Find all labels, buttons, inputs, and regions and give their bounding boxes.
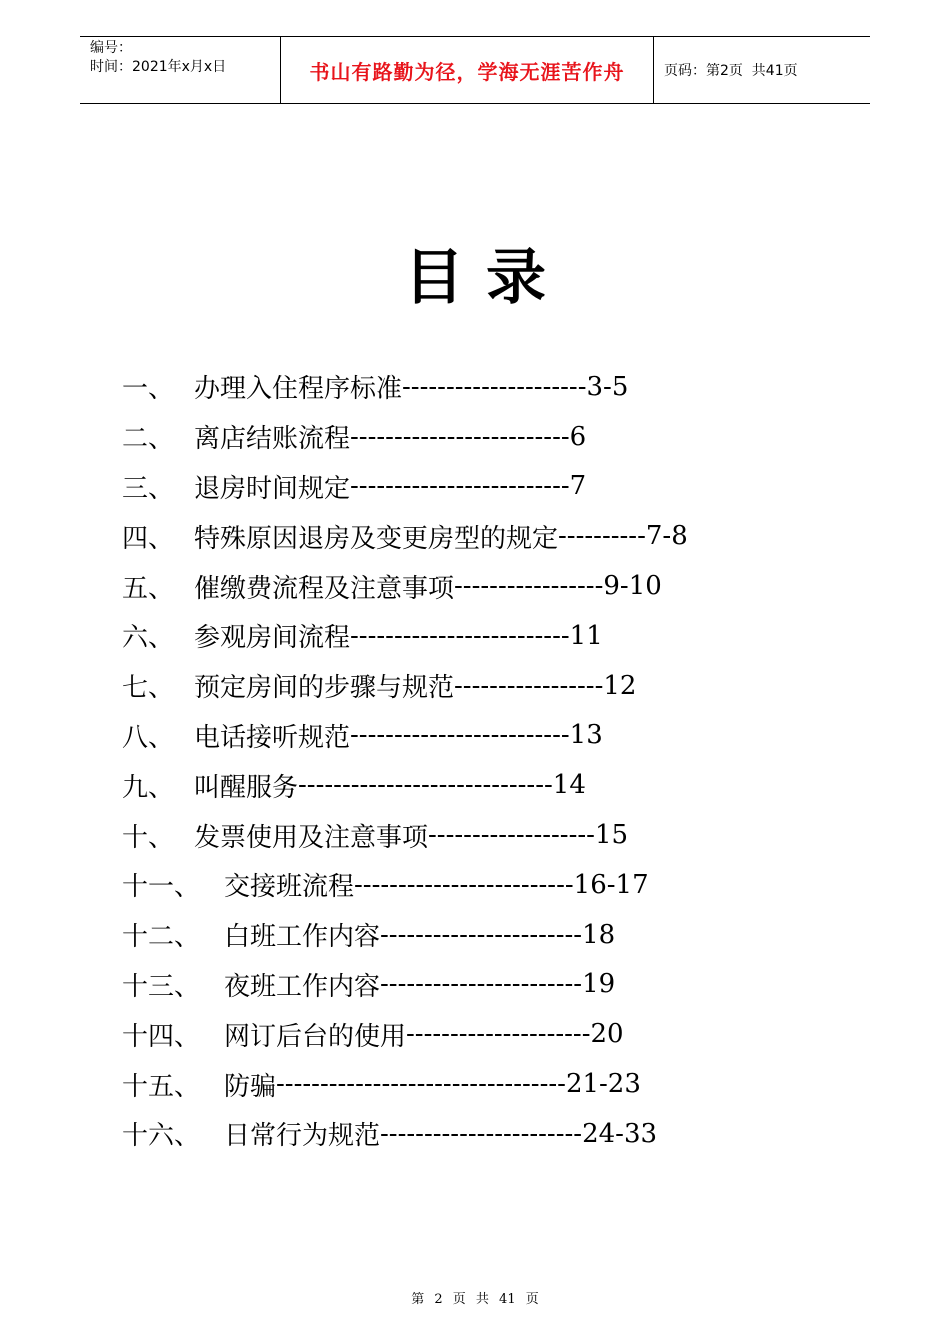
toc-row[interactable] <box>122 412 842 462</box>
toc-title: 防骗 <box>224 1071 277 1102</box>
toc-number: 十、 <box>122 822 175 853</box>
toc-row[interactable] <box>122 362 842 412</box>
toc-leader: ------------------------- <box>354 869 574 900</box>
toc-number: 五、 <box>122 573 175 604</box>
toc-row[interactable] <box>122 462 842 512</box>
toc-number: 九、 <box>122 772 175 803</box>
toc-row[interactable] <box>122 910 842 960</box>
toc-row[interactable] <box>122 511 842 561</box>
toc-page: 11 <box>569 620 603 651</box>
toc-title: 特殊原因退房及变更房型的规定 <box>194 523 559 554</box>
toc-leader: ----------------------- <box>380 969 583 1000</box>
toc-leader: --------------------------------- <box>276 1069 566 1100</box>
toc-title: 交接班流程 <box>224 872 355 903</box>
toc-number: 十六、 <box>122 1121 201 1152</box>
toc-title: 办理入住程序标准 <box>194 374 403 405</box>
toc-title: 预定房间的步骤与规范 <box>194 673 455 704</box>
toc-page: 12 <box>603 670 637 701</box>
page-header <box>80 36 870 104</box>
document-date-label: 时间：2021年x月x日 <box>90 59 227 75</box>
toc-page: 16-17 <box>573 869 649 900</box>
toc-leader: ----------------------- <box>380 1118 583 1149</box>
toc-leader: ------------------------- <box>350 720 570 751</box>
header-meta <box>80 37 281 103</box>
toc-leader: ------------------- <box>428 820 595 851</box>
toc-leader: ----------------------- <box>380 919 583 950</box>
toc-title: 白班工作内容 <box>224 922 381 953</box>
toc-leader: ------------------------- <box>350 620 570 651</box>
toc-number: 三、 <box>122 473 175 504</box>
header-motto: 书山有路勤为径，学海无涯苦作舟 <box>281 37 654 103</box>
toc-page: 7 <box>569 471 587 502</box>
toc-title: 电话接听规范 <box>194 722 351 753</box>
toc-leader: --------------------- <box>402 371 587 402</box>
toc-page: 21-23 <box>565 1069 641 1100</box>
header-page-info-text: 页码：第2页 共41页 <box>664 63 798 79</box>
toc-row[interactable] <box>122 661 842 711</box>
toc-number: 十二、 <box>122 922 201 953</box>
toc-page: 19 <box>582 969 616 1000</box>
toc-title: 发票使用及注意事项 <box>194 822 429 853</box>
header-page-info <box>654 37 870 103</box>
toc-page: 14 <box>552 770 586 801</box>
toc-title: 日常行为规范 <box>224 1121 381 1152</box>
toc-page: 7-8 <box>645 521 688 552</box>
toc-page: 13 <box>569 720 603 751</box>
toc-row[interactable] <box>122 760 842 810</box>
toc-page: 15 <box>594 820 629 851</box>
toc-title: 夜班工作内容 <box>224 971 381 1002</box>
page-footer: 第 2 页 共 41 页 <box>411 1292 539 1307</box>
toc-number: 十五、 <box>122 1071 201 1102</box>
toc-number: 六、 <box>122 623 175 654</box>
toc-row[interactable] <box>122 711 842 761</box>
toc-leader: ---------- <box>558 521 646 552</box>
toc-number: 二、 <box>122 424 175 455</box>
toc-page: 24-33 <box>582 1118 658 1149</box>
toc-page: 6 <box>569 421 587 452</box>
toc-title: 催缴费流程及注意事项 <box>194 573 455 604</box>
toc-number: 七、 <box>122 673 175 704</box>
toc-title: 退房时间规定 <box>194 473 351 504</box>
toc-leader: --------------------- <box>406 1019 591 1050</box>
toc-page: 20 <box>590 1019 624 1050</box>
toc-number: 八、 <box>122 722 175 753</box>
toc-number: 十四、 <box>122 1021 201 1052</box>
document-number-label: 编号： <box>90 40 132 56</box>
toc-leader: ----------------- <box>454 670 604 701</box>
toc-row[interactable] <box>122 611 842 661</box>
toc-leader: ----------------- <box>454 571 604 602</box>
toc-number: 十三、 <box>122 971 201 1002</box>
toc-number: 四、 <box>122 523 175 554</box>
toc-page: 9-10 <box>603 571 662 602</box>
toc-row[interactable] <box>122 960 842 1010</box>
toc-page: 18 <box>582 919 616 950</box>
toc-leader: ------------------------- <box>350 471 570 502</box>
table-of-contents <box>122 362 842 1159</box>
toc-row[interactable] <box>122 1009 842 1059</box>
toc-row[interactable] <box>122 810 842 860</box>
toc-title: 参观房间流程 <box>194 623 351 654</box>
toc-title: 离店结账流程 <box>194 424 351 455</box>
toc-leader: ------------------------- <box>350 421 570 452</box>
toc-title: 网订后台的使用 <box>224 1021 407 1052</box>
toc-page: 3-5 <box>586 371 629 402</box>
toc-row[interactable] <box>122 1059 842 1109</box>
toc-row[interactable] <box>122 1109 842 1159</box>
toc-number: 一、 <box>122 374 175 405</box>
toc-title: 叫醒服务 <box>194 772 299 803</box>
toc-row[interactable] <box>122 860 842 910</box>
toc-number: 十一、 <box>122 872 201 903</box>
toc-row[interactable] <box>122 561 842 611</box>
document-title: 目录 <box>404 243 568 313</box>
toc-leader: ----------------------------- <box>298 770 553 801</box>
